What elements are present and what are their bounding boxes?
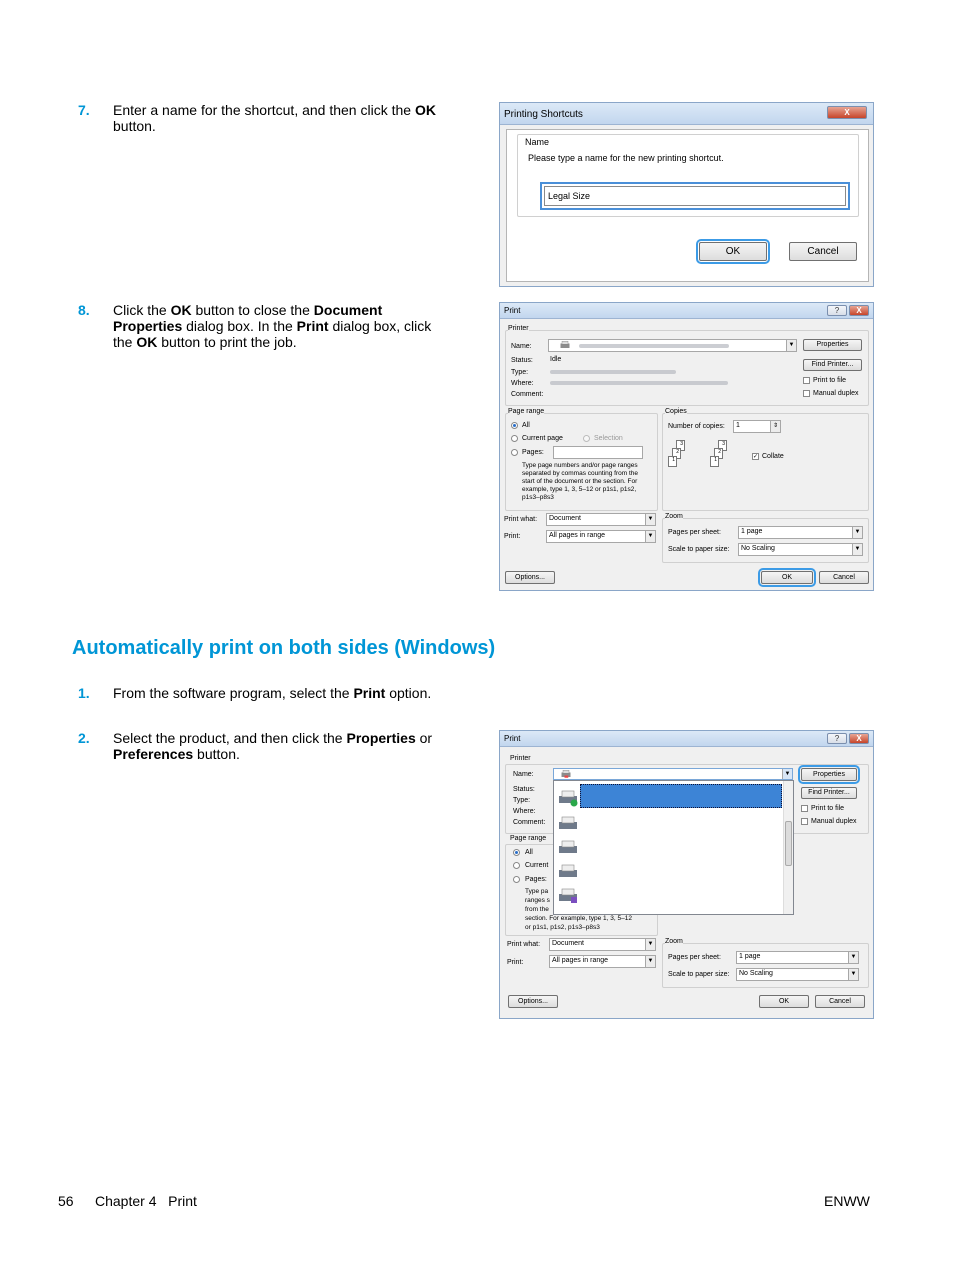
print-select[interactable] [549,955,656,968]
printer-icon [557,839,579,857]
type-label: Type: [513,797,531,804]
page-range-help: Type page numbers and/or page ranges separated by commas counting from the start of the document or the section. For example, type 1, 3, 5–12 or p1s1, p1s2, p1s3–p8s3 [522,462,638,501]
title-bar [500,731,873,747]
ok-button[interactable]: OK [759,995,809,1008]
step-number: 1. [78,685,90,701]
print-to-file-checkbox[interactable] [801,805,808,812]
chevron-down-icon: ▼ [786,340,796,351]
options-button[interactable]: Options... [508,995,558,1008]
all-radio[interactable] [511,422,518,429]
all-radio[interactable] [513,849,520,856]
selection-radio[interactable] [583,435,590,442]
dialog-title: Printing Shortcuts [504,109,583,120]
ok-button[interactable]: OK [761,571,813,584]
print-what-select[interactable] [549,938,656,951]
properties-button[interactable]: Properties [803,339,862,351]
find-printer-button[interactable]: Find Printer... [803,359,862,371]
collate-label: Collate [762,453,784,460]
printer-icon [557,863,579,881]
type-value-redacted [550,370,676,374]
step-2 [78,730,448,762]
printer-icon [559,340,571,350]
print-to-file-label: Print to file [811,805,845,812]
page-icon: 3 [718,440,727,451]
page-icon: 1 [710,456,719,467]
step-number: 7. [78,102,90,118]
cancel-button[interactable]: Cancel [789,242,857,261]
scrollbar[interactable] [783,781,793,914]
printer-select[interactable] [553,768,793,780]
title-bar [500,303,873,319]
current-page-label: Current [525,862,549,869]
status-label: Status: [513,786,535,793]
page-range-label: Page range [510,835,547,842]
comment-label: Comment: [511,391,544,398]
pages-per-sheet-value: 1 page [741,528,763,535]
step-text: From the software program, select the Print option. [113,685,432,701]
printer-select[interactable] [548,339,797,352]
chapter-label: Chapter 4 Print [95,1193,197,1209]
pages-radio[interactable] [511,449,518,456]
name-label: Name: [513,771,534,778]
pages-input[interactable] [553,446,643,459]
selection-label: Selection [594,435,623,442]
zoom-group [662,518,869,563]
selected-printer-item[interactable] [580,784,782,808]
where-value-redacted [550,381,728,385]
print-what-select[interactable] [546,513,656,526]
close-button[interactable]: X [827,106,867,119]
status-value: Idle [550,356,562,363]
printer-group-label: Printer [510,755,531,762]
page-number: 56 [58,1193,74,1209]
pages-radio[interactable] [513,876,520,883]
printing-shortcuts-dialog [499,102,874,287]
copies-label: Copies [665,408,687,415]
printer-group-label: Printer [508,325,529,332]
scale-label: Scale to paper size: [668,546,730,553]
print-dialog [499,302,874,591]
all-label: All [522,422,530,429]
copies-input[interactable] [733,420,781,433]
current-page-radio[interactable] [511,435,518,442]
printer-dropdown-list [553,780,794,915]
title-bar [500,103,873,125]
printer-name-redacted [579,344,729,348]
step-1 [78,685,448,701]
pages-per-sheet-label: Pages per sheet: [668,954,721,961]
print-what-value: Document [552,940,584,947]
step-text: Click the OK button to close the Document Properties dialog box. In the Print dialog box, click the OK button to print the job. [113,302,432,350]
step-number: 2. [78,730,90,746]
name-label: Name: [511,343,532,350]
pages-per-sheet-select[interactable] [738,526,863,539]
print-dialog-printer-list [499,730,874,1019]
spinner-icon[interactable]: ⇕ [770,421,780,432]
pages-per-sheet-label: Pages per sheet: [668,529,721,536]
printer-icon [557,887,579,905]
range-help-line-4: section. For example, type 1, 3, 5–12 [525,915,632,922]
scale-select[interactable] [738,543,863,556]
range-help-line-2: ranges s [525,897,550,904]
printer-icon [557,815,579,833]
chevron-down-icon: ▼ [645,531,655,542]
help-button[interactable]: ? [827,733,847,744]
pages-label: Pages: [525,876,547,883]
step-text: Enter a name for the shortcut, and then click the OK button. [113,102,436,134]
where-label: Where: [513,808,536,815]
ok-button[interactable]: OK [699,242,767,261]
page-icon: 3 [676,440,685,451]
footer-right: ENWW [824,1193,870,1209]
step-8 [78,302,448,350]
chevron-down-icon: ▼ [852,527,862,538]
copies-value: 1 [736,422,740,429]
print-to-file-label: Print to file [813,377,847,384]
scale-label: Scale to paper size: [668,971,730,978]
manual-duplex-label: Manual duplex [811,818,857,825]
cancel-button[interactable]: Cancel [815,995,865,1008]
print-what-label: Print what: [507,941,541,948]
shortcut-name-input[interactable] [540,182,850,210]
print-what-value: Document [549,515,581,522]
comment-label: Comment: [513,819,546,826]
chevron-down-icon: ▼ [645,956,655,967]
page-icon: 1 [668,456,677,467]
chevron-down-icon: ▼ [782,769,792,779]
chevron-down-icon: ▼ [645,514,655,525]
all-label: All [525,849,533,856]
chevron-down-icon: ▼ [852,544,862,555]
page-icon: 2 [672,448,681,459]
manual-duplex-label: Manual duplex [813,390,859,397]
page-range-label: Page range [508,408,545,415]
print-label: Print: [504,533,521,540]
close-button[interactable]: X [849,305,869,316]
step-7 [78,102,448,134]
shortcut-name-value: Legal Size [544,186,846,206]
dialog-title: Print [504,734,521,743]
print-select[interactable] [546,530,656,543]
page-icon: 2 [714,448,723,459]
type-label: Type: [511,369,529,376]
range-help-line-5: or p1s1, p1s2, p1s3–p8s3 [525,924,600,931]
scale-select[interactable] [736,968,859,981]
status-label: Status: [511,357,533,364]
scale-value: No Scaling [741,545,775,552]
pages-per-sheet-select[interactable] [736,951,859,964]
printer-icon [560,769,572,779]
where-label: Where: [511,380,534,387]
print-what-label: Print what: [504,516,538,523]
printer-icon [557,789,579,807]
manual-duplex-checkbox[interactable] [803,390,810,397]
range-help-line-1: Type pa [525,888,549,895]
find-printer-button[interactable]: Find Printer... [801,787,857,799]
pages-per-sheet-value: 1 page [739,953,761,960]
zoom-label: Zoom [665,513,683,520]
print-value: All pages in range [549,532,606,539]
current-page-label: Current page [522,435,563,442]
name-group-label: Name [525,137,550,147]
step-text: Select the product, and then click the Properties or Preferences button. [113,730,433,762]
instruction-text: Please type a name for the new printing shortcut. [528,153,724,163]
dialog-content [506,129,869,282]
pages-label: Pages: [522,449,544,456]
chevron-down-icon: ▼ [645,939,655,950]
cancel-button[interactable]: Cancel [819,571,869,584]
step-number: 8. [78,302,90,318]
help-button[interactable]: ? [827,305,847,316]
options-button[interactable]: Options... [505,571,555,584]
current-page-radio[interactable] [513,862,520,869]
collate-checkbox[interactable]: ✓ [753,454,759,460]
dialog-title: Print [504,306,521,315]
section-heading: Automatically print on both sides (Windows) [72,637,496,659]
range-help-line-3: from the [525,906,549,913]
zoom-group [662,943,869,988]
print-label: Print: [507,959,524,966]
manual-duplex-checkbox[interactable] [801,818,808,825]
scale-value: No Scaling [739,970,773,977]
chevron-down-icon: ▼ [848,952,858,963]
scrollbar-thumb[interactable] [785,821,792,866]
zoom-label: Zoom [665,938,683,945]
print-to-file-checkbox[interactable] [803,377,810,384]
number-of-copies-label: Number of copies: [668,423,725,430]
close-button[interactable]: X [849,733,869,744]
print-value: All pages in range [552,957,609,964]
properties-button[interactable]: Properties [801,768,857,781]
chevron-down-icon: ▼ [848,969,858,980]
